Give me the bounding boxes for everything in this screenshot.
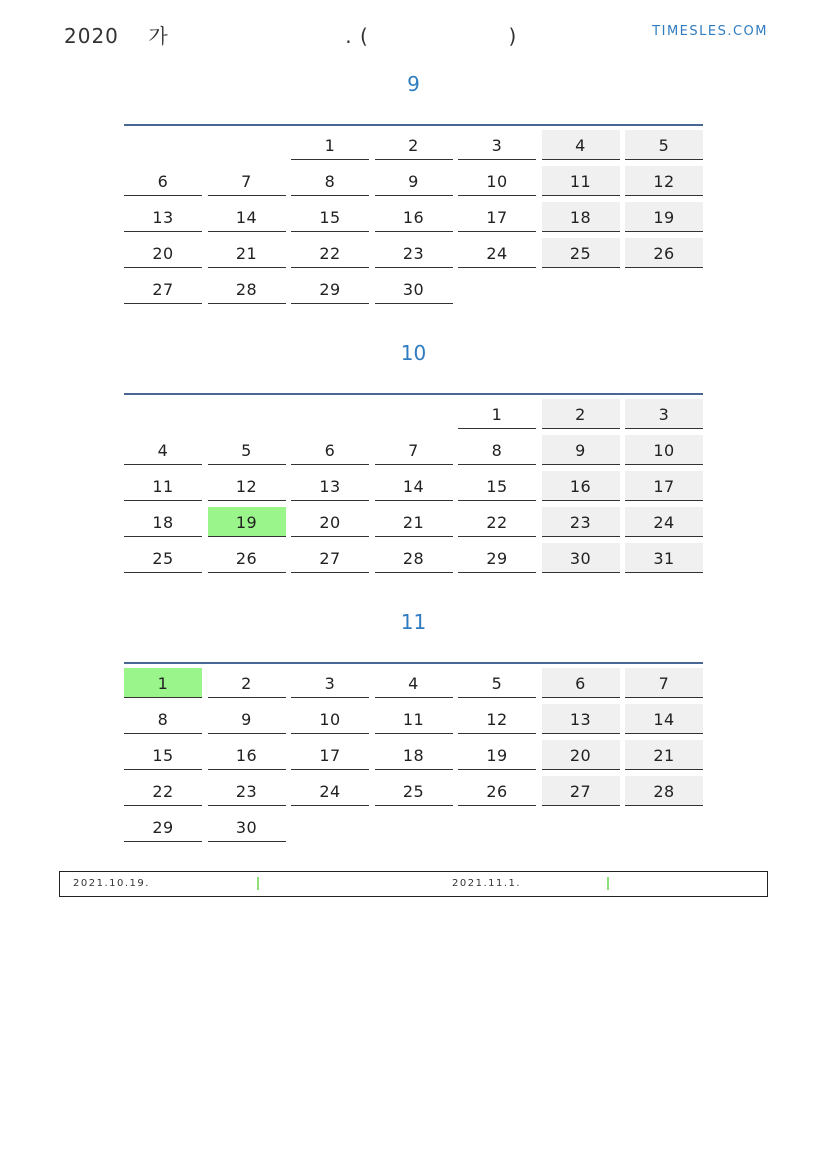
day-cell: 26 [458, 776, 536, 806]
month-divider [124, 124, 703, 126]
day-cell: 3 [625, 399, 703, 429]
day-cell: 25 [124, 543, 202, 573]
day-cell: 17 [458, 202, 536, 232]
day-cell: 6 [291, 435, 369, 465]
day-cell: 12 [458, 704, 536, 734]
page-header [64, 20, 768, 46]
day-cell: 6 [542, 668, 620, 698]
day-cell: 7 [208, 166, 286, 196]
day-cell: 19 [458, 740, 536, 770]
day-cell: 21 [208, 238, 286, 268]
day-cell: 29 [124, 812, 202, 842]
holiday-note-1: 2021.10.19. [73, 878, 150, 889]
day-cell: 10 [625, 435, 703, 465]
day-cell: 5 [208, 435, 286, 465]
day-cell: 9 [208, 704, 286, 734]
day-cell: 8 [124, 704, 202, 734]
day-cell: 26 [208, 543, 286, 573]
day-cell: 29 [458, 543, 536, 573]
day-cell: 14 [375, 471, 453, 501]
day-cell: 21 [625, 740, 703, 770]
day-cell: 18 [375, 740, 453, 770]
day-cell: 25 [542, 238, 620, 268]
day-cell: 23 [375, 238, 453, 268]
day-cell: 9 [375, 166, 453, 196]
month-title: 9 [407, 72, 420, 96]
day-cell: 2 [375, 130, 453, 160]
day-cell: 12 [208, 471, 286, 501]
day-cell: 16 [542, 471, 620, 501]
day-cell: 16 [375, 202, 453, 232]
day-cell: 2 [208, 668, 286, 698]
day-cell: 22 [458, 507, 536, 537]
day-cell: 30 [208, 812, 286, 842]
day-cell: 14 [625, 704, 703, 734]
day-cell: 15 [458, 471, 536, 501]
day-cell: 31 [625, 543, 703, 573]
day-cell: 4 [124, 435, 202, 465]
day-cell: 1 [458, 399, 536, 429]
day-cell: 14 [208, 202, 286, 232]
day-cell: 20 [542, 740, 620, 770]
day-cell: 21 [375, 507, 453, 537]
day-cell: 1 [291, 130, 369, 160]
day-cell: 10 [458, 166, 536, 196]
holiday-note-2: 2021.11.1. [452, 878, 522, 889]
day-cell: 18 [124, 507, 202, 537]
day-cell: 12 [625, 166, 703, 196]
month-divider [124, 662, 703, 664]
day-cell: 20 [291, 507, 369, 537]
day-cell: 22 [291, 238, 369, 268]
day-cell: 5 [625, 130, 703, 160]
day-cell: 7 [625, 668, 703, 698]
day-cell: 4 [375, 668, 453, 698]
day-cell: 8 [458, 435, 536, 465]
day-cell: 10 [291, 704, 369, 734]
day-cell: 26 [625, 238, 703, 268]
day-cell: 24 [625, 507, 703, 537]
day-cell: 17 [291, 740, 369, 770]
day-cell: 16 [208, 740, 286, 770]
day-cell: 28 [208, 274, 286, 304]
holiday-notes [59, 871, 768, 897]
day-cell: 23 [208, 776, 286, 806]
day-cell: 20 [124, 238, 202, 268]
day-cell: 7 [375, 435, 453, 465]
day-cell-holiday: 19 [208, 507, 286, 537]
day-cell: 5 [458, 668, 536, 698]
day-cell: 13 [542, 704, 620, 734]
day-cell: 15 [291, 202, 369, 232]
day-cell: 27 [542, 776, 620, 806]
day-cell: 27 [291, 543, 369, 573]
page-title: 2020 가 . ( ) [64, 24, 518, 48]
day-cell: 13 [291, 471, 369, 501]
day-cell: 24 [458, 238, 536, 268]
holiday-color-marker [257, 877, 259, 890]
day-cell-holiday: 1 [124, 668, 202, 698]
day-cell: 28 [625, 776, 703, 806]
day-cell: 13 [124, 202, 202, 232]
day-cell: 27 [124, 274, 202, 304]
day-cell: 22 [124, 776, 202, 806]
day-cell: 28 [375, 543, 453, 573]
day-cell: 30 [542, 543, 620, 573]
day-cell: 11 [542, 166, 620, 196]
day-cell: 3 [458, 130, 536, 160]
day-cell: 9 [542, 435, 620, 465]
day-cell: 2 [542, 399, 620, 429]
day-cell: 29 [291, 274, 369, 304]
day-cell: 19 [625, 202, 703, 232]
day-cell: 8 [291, 166, 369, 196]
day-cell: 6 [124, 166, 202, 196]
holiday-color-marker [607, 877, 609, 890]
day-cell: 11 [375, 704, 453, 734]
day-cell: 4 [542, 130, 620, 160]
day-cell: 15 [124, 740, 202, 770]
day-cell: 30 [375, 274, 453, 304]
day-cell: 23 [542, 507, 620, 537]
site-link[interactable]: TIMESLES.COM [652, 24, 768, 39]
day-cell: 3 [291, 668, 369, 698]
month-title: 10 [400, 341, 427, 365]
day-cell: 25 [375, 776, 453, 806]
month-divider [124, 393, 703, 395]
day-cell: 17 [625, 471, 703, 501]
month-title: 11 [400, 610, 427, 634]
day-cell: 24 [291, 776, 369, 806]
day-cell: 11 [124, 471, 202, 501]
day-cell: 18 [542, 202, 620, 232]
